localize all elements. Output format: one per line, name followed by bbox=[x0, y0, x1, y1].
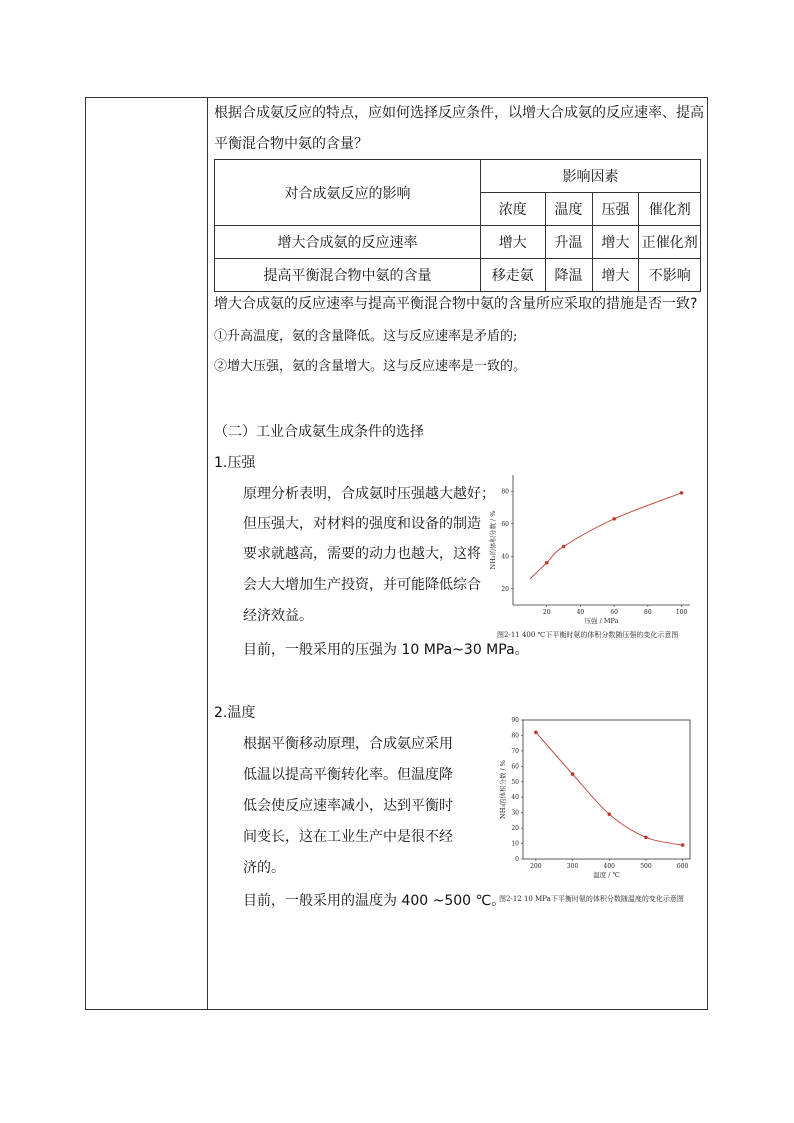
y-tick-label: 0 bbox=[515, 856, 519, 863]
x-tick-label: 20 bbox=[542, 609, 551, 616]
table-cell: 移走氨 bbox=[480, 259, 545, 292]
x-tick-label: 60 bbox=[610, 609, 618, 616]
pressure-line-5: 经济效益。 bbox=[243, 608, 313, 624]
table-row bbox=[215, 226, 701, 259]
x-tick-label: 200 bbox=[530, 863, 542, 870]
table-cell: 降温 bbox=[545, 259, 592, 292]
plot-frame bbox=[523, 720, 690, 859]
question-text: 增大合成氨的反应速率与提高平衡混合物中氨的含量所应采取的措施是否一致? bbox=[214, 296, 698, 312]
x-tick-label: 400 bbox=[603, 863, 615, 870]
pressure-chart bbox=[489, 465, 705, 645]
table-cell: 正催化剂 bbox=[639, 226, 701, 259]
table-row bbox=[215, 259, 701, 292]
data-point bbox=[607, 812, 611, 816]
x-tick-label: 40 bbox=[576, 609, 585, 616]
y-tick-label: 70 bbox=[511, 747, 519, 755]
answer-2: ②增大压强，氨的含量增大。这与反应速率是一致的。 bbox=[214, 359, 527, 374]
factors-table bbox=[214, 159, 701, 292]
temperature-heading: 2.温度 bbox=[214, 705, 256, 721]
data-point bbox=[534, 731, 538, 735]
y-tick-label: 10 bbox=[511, 840, 519, 848]
y-axis-label: NH₃的体积分数 / % bbox=[499, 760, 507, 819]
table-cell: 不影响 bbox=[639, 259, 701, 292]
data-point bbox=[644, 836, 648, 840]
intro-line-2: 平衡混合物中氨的含量？ bbox=[214, 136, 368, 152]
table-cell: 增大 bbox=[480, 226, 545, 259]
pressure-conclusion: 目前，一般采用的压强为 10 MPa~30 MPa。 bbox=[243, 642, 529, 658]
series-line bbox=[530, 493, 682, 579]
x-tick-label: 500 bbox=[640, 863, 652, 870]
data-point bbox=[562, 545, 566, 549]
row-label: 提高平衡混合物中氨的含量 bbox=[215, 259, 481, 292]
table-header-group: 影响因素 bbox=[480, 160, 700, 193]
x-axis-label: 温度 / ℃ bbox=[593, 871, 620, 879]
temperature-chart-caption: 图2-12 10 MPa下平衡时氨的体积分数随温度的变化示意图 bbox=[499, 895, 684, 903]
y-tick-label: 60 bbox=[511, 763, 519, 771]
factor-concentration: 浓度 bbox=[480, 193, 545, 226]
pressure-line-2: 但压强大，对材料的强度和设备的制造 bbox=[243, 516, 481, 532]
data-point bbox=[571, 772, 575, 776]
y-tick-label: 20 bbox=[511, 825, 519, 833]
temperature-chart bbox=[495, 712, 705, 892]
x-tick-label: 100 bbox=[675, 609, 688, 616]
x-tick-label: 600 bbox=[676, 863, 689, 870]
y-tick-label: 40 bbox=[501, 553, 509, 561]
y-tick-label: 60 bbox=[501, 520, 509, 528]
table-cell: 增大 bbox=[592, 259, 639, 292]
y-tick-label: 20 bbox=[501, 585, 509, 593]
y-tick-label: 80 bbox=[511, 732, 519, 740]
temperature-line-3: 低会使反应速率减小，达到平衡时 bbox=[243, 798, 453, 814]
temperature-line-5: 济的。 bbox=[243, 860, 285, 876]
factor-catalyst: 催化剂 bbox=[639, 193, 701, 226]
row-label: 增大合成氨的反应速率 bbox=[215, 226, 481, 259]
table-cell: 升温 bbox=[545, 226, 592, 259]
data-point bbox=[545, 561, 549, 565]
y-tick-label: 30 bbox=[511, 809, 519, 817]
temperature-line-4: 间变长，这在工业生产中是很不经 bbox=[243, 829, 453, 845]
pressure-line-4: 会大大增加生产投资，并可能降低综合 bbox=[243, 577, 481, 593]
data-point bbox=[681, 843, 685, 847]
x-tick-label: 80 bbox=[644, 609, 652, 616]
temperature-line-2: 低温以提高平衡转化率。但温度降 bbox=[243, 767, 453, 783]
table-header-left: 对合成氨反应的影响 bbox=[215, 160, 481, 226]
y-tick-label: 40 bbox=[511, 794, 519, 802]
y-tick-label: 50 bbox=[511, 778, 519, 786]
data-point bbox=[680, 491, 684, 495]
left-column bbox=[86, 98, 208, 1009]
x-axis-label: 压强 / MPa bbox=[584, 617, 619, 625]
pressure-chart-caption: 图2-11 400 ℃下平衡时氨的体积分数随压强的变化示意图 bbox=[497, 631, 679, 639]
y-tick-label: 90 bbox=[511, 717, 519, 724]
series-line bbox=[536, 732, 683, 845]
answer-1: ①升高温度，氨的含量降低。这与反应速率是矛盾的; bbox=[214, 329, 518, 344]
table-cell: 增大 bbox=[592, 226, 639, 259]
pressure-line-3: 要求就越高，需要的动力也越大，这将 bbox=[243, 546, 481, 562]
temperature-line-1: 根据平衡移动原理，合成氨应采用 bbox=[243, 736, 453, 752]
factor-pressure: 压强 bbox=[592, 193, 639, 226]
section-title: （二）工业合成氨生成条件的选择 bbox=[214, 424, 424, 440]
data-point bbox=[612, 517, 616, 521]
intro-line-1: 根据合成氨反应的特点，应如何选择反应条件，以增大合成氨的反应速率、提高 bbox=[214, 105, 704, 121]
temperature-conclusion: 目前，一般采用的温度为 400 ~500 ℃。 bbox=[243, 893, 506, 909]
y-tick-label: 80 bbox=[501, 488, 509, 496]
x-tick-label: 300 bbox=[566, 863, 579, 870]
pressure-heading: 1.压强 bbox=[214, 455, 256, 471]
factor-temperature: 温度 bbox=[545, 193, 592, 226]
pressure-line-1: 原理分析表明，合成氨时压强越大越好； bbox=[243, 486, 495, 502]
y-axis-label: NH₃的体积分数 / % bbox=[489, 510, 497, 570]
